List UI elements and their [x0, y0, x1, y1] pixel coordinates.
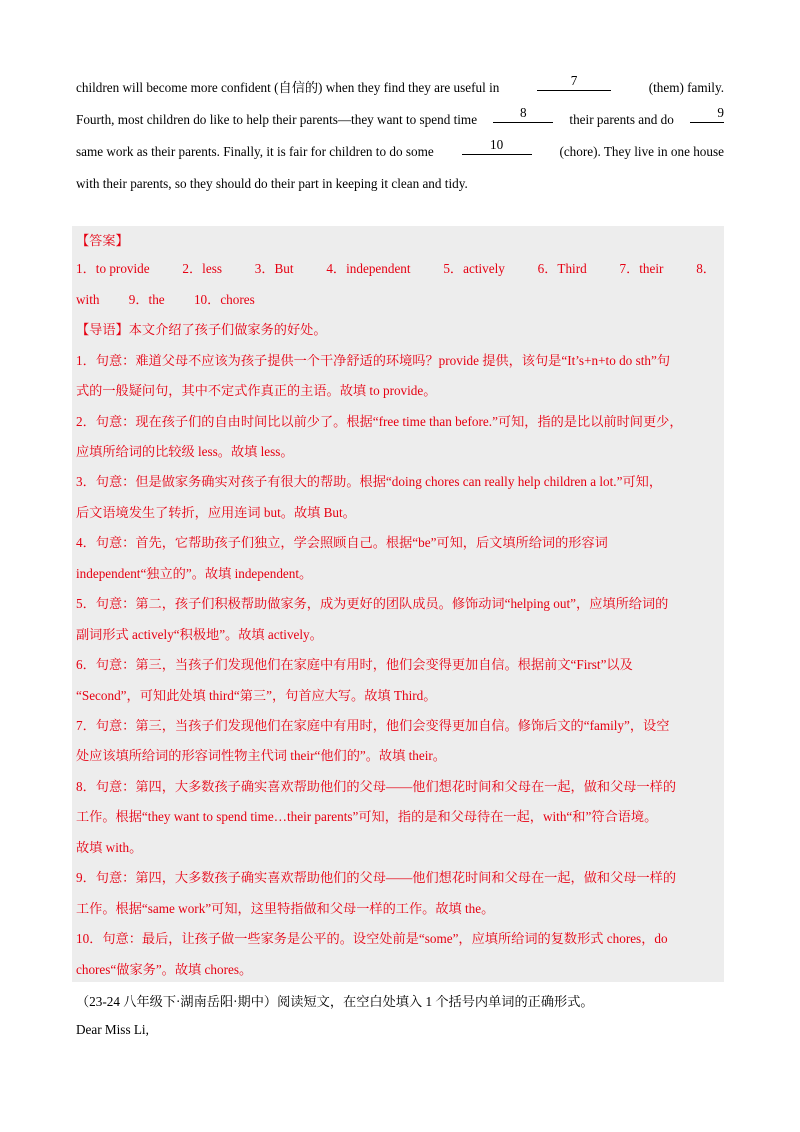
- blank-7: 7: [537, 72, 611, 91]
- answer-item: 4．independent: [326, 261, 411, 276]
- explanation-line: 10．句意：最后，让孩子做一些家务是公平的。设空处前是“some”，应填所给词的复数形式 chores，do: [76, 931, 668, 946]
- letter-salutation: Dear Miss Li,: [76, 1022, 149, 1037]
- explanation-line: 后文语境发生了转折，应用连词 but。故填 But。: [76, 505, 356, 520]
- explanation-line: 9．句意：第四，大多数孩子确实喜欢帮助他们的父母——他们想花时间和父母在一起，做和父母一样的: [76, 870, 677, 885]
- explanation-line: 5．句意：第二，孩子们积极帮助做家务，成为更好的团队成员。修饰动词“helping out”，应填所给词的: [76, 596, 669, 611]
- passage-text: same work as their parents. Finally, it is fair for children to do some: [76, 144, 434, 159]
- passage-text: their parents and do: [569, 112, 674, 127]
- answer-list-row-1: [76, 258, 716, 280]
- explanation-line: 3．句意：但是做家务确实对孩子有很大的帮助。根据“doing chores can really help children a lot.”可知，: [76, 474, 663, 489]
- explanation-line: 工作。根据“same work”可知，这里特指做和父母一样的工作。故填 the。: [76, 901, 495, 916]
- explanation-line: 处应该填所给词的形容词性物主代词 their“他们的”。故填 their。: [76, 748, 446, 763]
- passage-line-1: [76, 72, 724, 104]
- passage-text: (chore). They live in one house: [559, 144, 724, 159]
- passage-line-4: [76, 168, 724, 200]
- blank-9: 9: [690, 104, 724, 123]
- explanation-line: 1．句意：难道父母不应该为孩子提供一个干净舒适的环境吗？provide 提供，该句是“It’s+n+to do sth”句: [76, 353, 671, 368]
- explanation-line: 工作。根据“they want to spend time…their parents”可知，指的是和父母待在一起，with“和”符合语境。: [76, 809, 658, 824]
- explanation-line: 8．句意：第四，大多数孩子确实喜欢帮助他们的父母——他们想花时间和父母在一起，做和父母一样的: [76, 779, 677, 794]
- passage-text: Fourth, most children do like to help their parents—they want to spend time: [76, 112, 478, 127]
- answer-item: 10．chores: [193, 292, 255, 307]
- explanation-line: 式的一般疑问句，其中不定式作真正的主语。故填 to provide。: [76, 383, 437, 398]
- passage-line-2: [76, 104, 724, 136]
- answer-item: 5．actively: [443, 261, 505, 276]
- reading-passage: [76, 72, 724, 200]
- explanation-line: independent“独立的”。故填 independent。: [76, 566, 313, 581]
- answer-item: 8．: [696, 261, 716, 276]
- explanation-line: chores“做家务”。故填 chores。: [76, 962, 253, 977]
- question-instruction: （23-24 八年级下·湖南岳阳·期中）阅读短文，在空白处填入 1 个括号内单词的正确形式。: [76, 994, 594, 1009]
- answer-item: 1．to provide: [76, 261, 150, 276]
- passage-text: (them) family.: [648, 80, 724, 95]
- explanation-line: 4．句意：首先，它帮助孩子们独立，学会照顾自己。根据“be”可知，后文填所给词的形容词: [76, 535, 608, 550]
- answer-item: 9．the: [128, 292, 165, 307]
- explanation-line: 应填所给词的比较级 less。故填 less。: [76, 444, 294, 459]
- answer-heading: 【答案】: [76, 233, 129, 248]
- answer-section: [72, 226, 724, 982]
- explanation-line: “Second”，可知此处填 third“第三”，句首应大写。故填 Third。: [76, 688, 437, 703]
- passage-line-3: [76, 136, 724, 168]
- explanation-line: 6．句意：第三，当孩子们发现他们在家庭中有用时，他们会变得更加自信。根据前文“First”以及: [76, 657, 633, 672]
- passage-text: children will become more confident (自信的) when they find they are useful in: [76, 80, 500, 95]
- blank-8: 8: [493, 104, 553, 123]
- explanation-line: 2．句意：现在孩子们的自由时间比以前少了。根据“free time than before.”可知，指的是比以前时间更少，: [76, 414, 683, 429]
- explanation-line: 7．句意：第三，当孩子们发现他们在家庭中有用时，他们会变得更加自信。修饰后文的“family”，设空: [76, 718, 670, 733]
- answer-item: 3．But: [254, 261, 294, 276]
- answer-list-row-2: [76, 289, 281, 311]
- answer-item: 2．less: [182, 261, 222, 276]
- blank-10: 10: [462, 136, 532, 155]
- answer-item: with: [76, 292, 100, 307]
- guide-intro: 【导语】本文介绍了孩子们做家务的好处。: [76, 322, 327, 337]
- explanation-line: 故填 with。: [76, 840, 143, 855]
- explanation-line: 副词形式 actively“积极地”。故填 actively。: [76, 627, 323, 642]
- answer-item: 6．Third: [537, 261, 587, 276]
- passage-text: with their parents, so they should do their part in keeping it clean and tidy.: [76, 176, 468, 191]
- answer-item: 7．their: [619, 261, 664, 276]
